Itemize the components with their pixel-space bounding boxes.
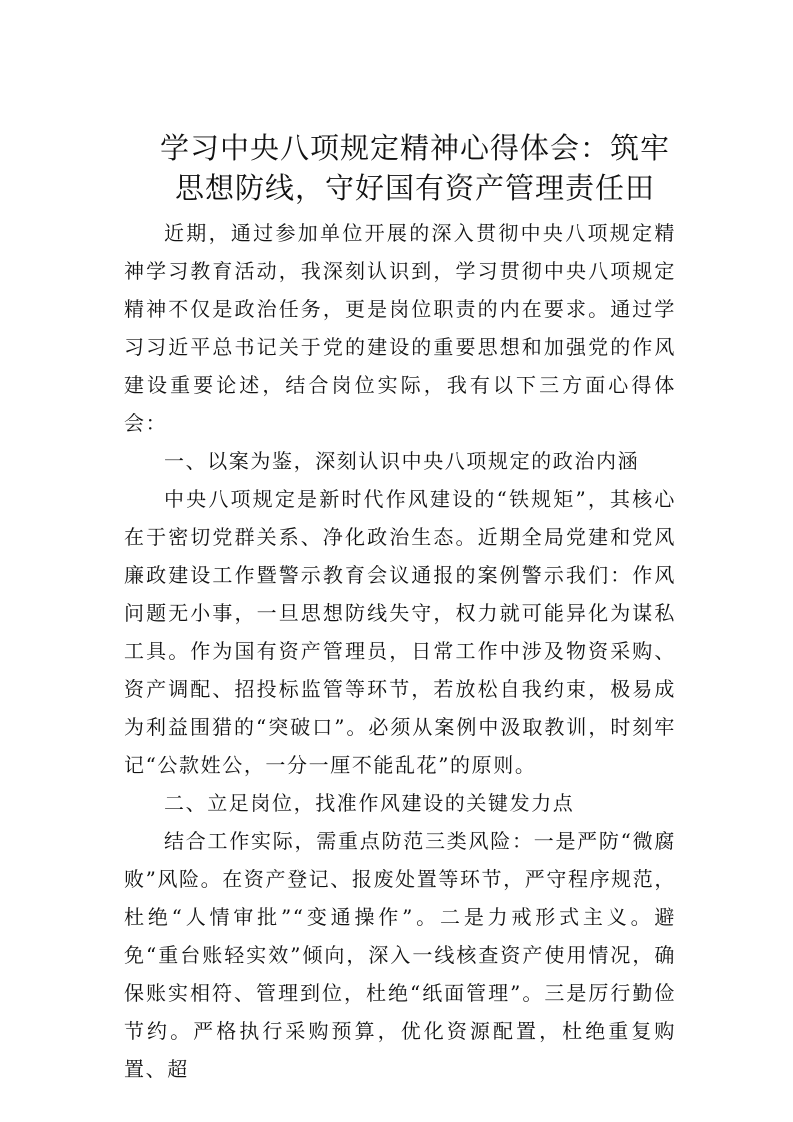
intro-paragraph: 近期，通过参加单位开展的深入贯彻中央八项规定精神学习教育活动，我深刻认识到，学习贯彻中央八项规定精神不仅是政治任务，更是岗位职责的内在要求。通过学习习近平总书记关于党的建设的重要思想和加强党的作风建设重要论述，结合岗位实际，我有以下三方面心得体会：: [124, 221, 676, 435]
document-title: [120, 128, 710, 208]
title-line-1: 学习中央八项规定精神心得体会：筑牢: [159, 131, 670, 165]
section-heading-1: 一、以案为鉴，深刻认识中央八项规定的政治内涵: [164, 449, 640, 473]
title-line-2: 思想防线，守好国有资产管理责任田: [174, 171, 655, 205]
document-body: [124, 214, 676, 1088]
section-heading-2: 二、立足岗位，找准作风建设的关键发力点: [164, 791, 575, 815]
section-1-paragraph: 中央八项规定是新时代作风建设的“铁规矩”，其核心在于密切党群关系、净化政治生态。近期全局党建和党风廉政建设工作暨警示教育会议通报的案例警示我们：作风问题无小事，一旦思想防线失守，权力就可能异化为谋私工具。作为国有资产管理员，日常工作中涉及物资采购、资产调配、招投标监管等环节，若放松自我约束，极易成为利益围猎的“突破口”。必须从案例中汲取教训，时刻牢记“公款姓公，一分一厘不能乱花”的原则。: [124, 487, 676, 777]
section-2-paragraph: 结合工作实际，需重点防范三类风险：一是严防“微腐败”风险。在资产登记、报废处置等环节，严守程序规范，杜绝“人情审批”“变通操作”。二是力戒形式主义。避免“重台账轻实效”倾向，深入一线核查资产使用情况，确保账实相符、管理到位，杜绝“纸面管理”。三是厉行勤俭节约。严格执行采购预算，优化资源配置，杜绝重复购置、超: [124, 829, 676, 1081]
